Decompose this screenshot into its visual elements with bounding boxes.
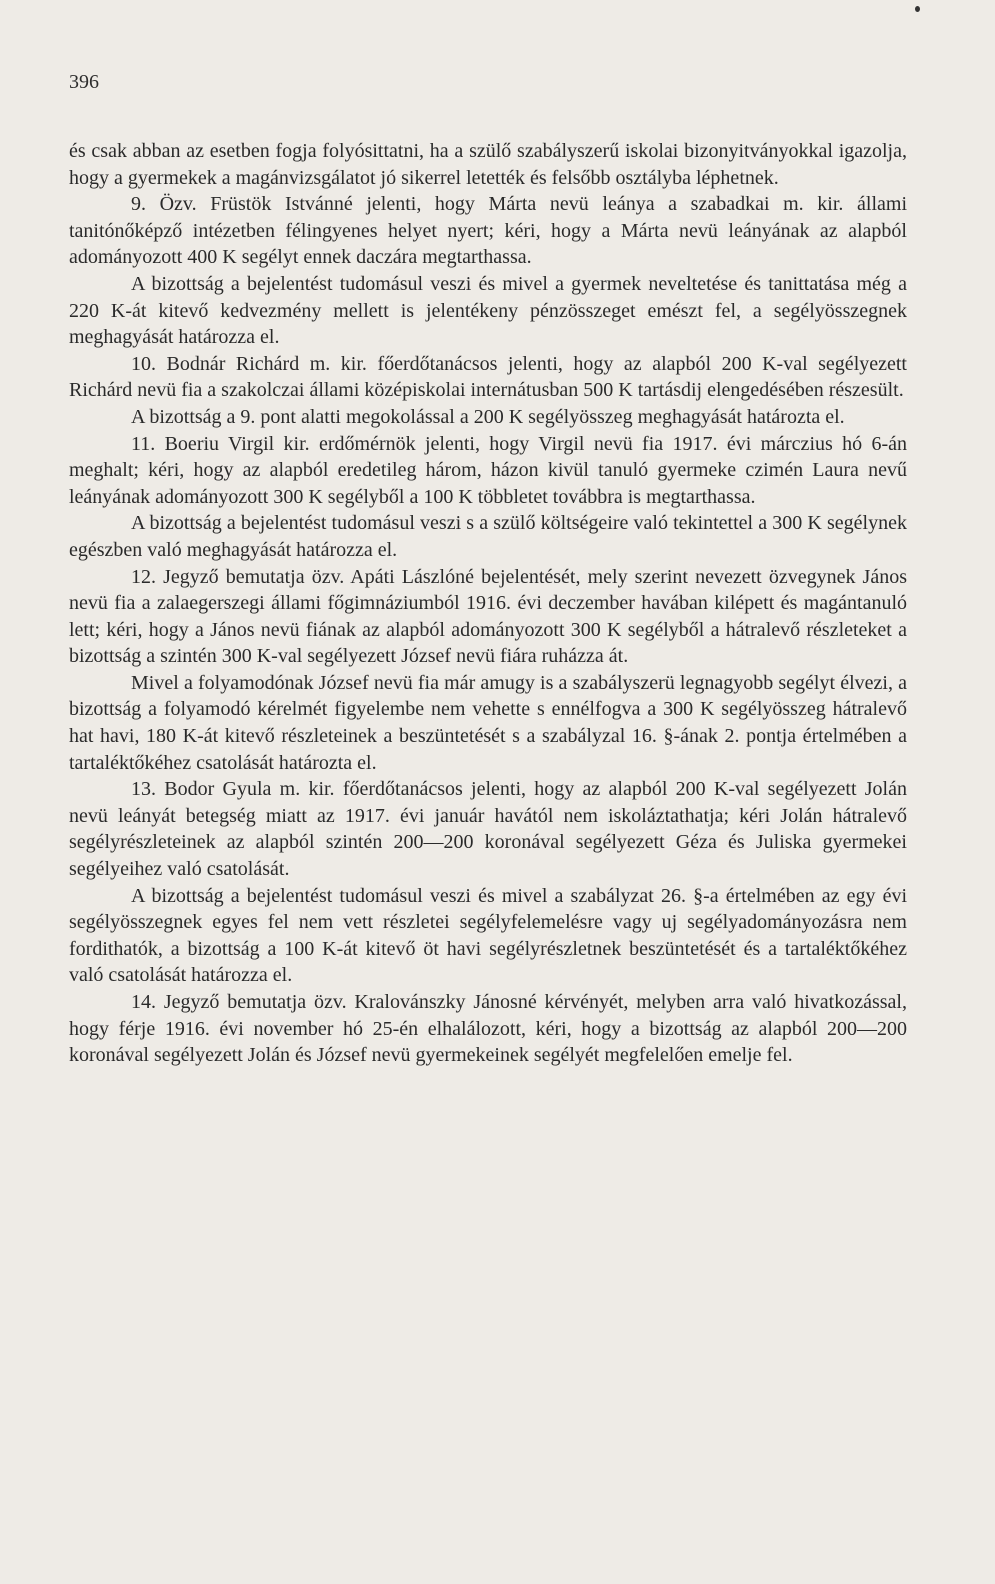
page-number: 396 [69, 71, 99, 93]
paragraph-decision-9: A bizottság a bejelentést tudomásul veszi és mivel a gyermek neveltetése és tanittatása még a 220 K-át kitevő kedvezmény mellett is jelentékeny pénzösszeget emészt fel, a segélyösszegnek meghagyását határozza el. [69, 272, 907, 349]
body-text [69, 138, 907, 1069]
paragraph-decision-12: Mivel a folyamodónak József nevü fia már amugy is a szabályszerü legnagyobb segélyt élvezi, a bizottság a folyamodó kérelmét figyelembe nem vehette s ennélfogva a 300 K segélyösszeg hátralevő hat havi, 180 K-át kitevő részleteinek a beszüntetését s a szabályzal 16. §-ának 2. pontja értelmében a tartaléktőkéhez csatolását határozta el. [69, 671, 907, 774]
paragraph-item-10: 10. Bodnár Richárd m. kir. főerdőtanácsos jelenti, hogy az alapból 200 K-val segélyezett Richárd nevü fia a szakolczai állami középiskolai internátusban 500 K tartásdij elengedésében részesült. [69, 352, 907, 402]
paragraph-item-9: 9. Özv. Früstök Istvánné jelenti, hogy Márta nevü leánya a szabadkai m. kir. állami tanitónőképző intézetben félingyenes helyet nyert; kéri, hogy a Márta nevü leányának az alapból adományozott 400 K segélyt ennek daczára megtarthassa. [69, 193, 907, 269]
paragraph-item-12: 12. Jegyző bemutatja özv. Apáti Lászlóné bejelentését, mely szerint nevezett özvegynek János nevü fia a zalaegerszegi állami főgimnáziumból 1916. évi deczember havában kilépett és magántanuló lett; kéri, hogy a János nevü fiának az alapból adományozott 300 K segélyből a hátralevő részleteket a bizottság a szintén 300 K-val segélyezett József nevü fiára ruházza át. [69, 565, 907, 668]
print-speck [915, 6, 920, 12]
paragraph-decision-11: A bizottság a bejelentést tudomásul veszi s a szülő költségeire való tekintettel a 300 K segélynek egészben való meghagyását határozza el. [69, 512, 907, 561]
paragraph-continuation: és csak abban az esetben fogja folyósittatni, ha a szülő szabályszerű iskolai bizonyitványokkal igazolja, hogy a gyermekek a magánvizsgálatot jó sikerrel letették és felsőbb osztályba léphetnek. [69, 140, 907, 189]
paragraph-item-11: 11. Boeriu Virgil kir. erdőmérnök jelenti, hogy Virgil nevü fia 1917. évi márczius hó 6-án meghalt; kéri, hogy az alapból eredetileg három, házon kivül tanuló gyermeke czimén Laura nevű leányának adományozott 300 K segélyből a 100 K többletet továbbra is megtarthassa. [69, 432, 907, 508]
paragraph-decision-13: A bizottság a bejelentést tudomásul veszi és mivel a szabályzat 26. §-a értelmében az egy évi segélyösszegnek egyes fel nem vett részletei segélyfelemelésre vagy uj segélyadományozásra nem fordithatók, a bizottság a 100 K-át kitevő öt havi segélyrészletnek beszüntetését és a tartaléktőkéhez való csatolását határozza el. [69, 884, 907, 987]
paragraph-item-13: 13. Bodor Gyula m. kir. főerdőtanácsos jelenti, hogy az alapból 200 K-val segélyezett Jolán nevü leányát betegség miatt az 1917. évi január havától nem iskoláztathatja; kéri Jolán hátralevő segélyrészleteinek az alapból szintén 200—200 koronával segélyezett Géza és Juliska gyermekei segélyeihez való csatolását. [69, 778, 907, 881]
paragraph-decision-10: A bizottság a 9. pont alatti megokolással a 200 K segélyösszeg meghagyását határozta el. [131, 405, 845, 428]
paragraph-item-14: 14. Jegyző bemutatja özv. Kralovánszky Jánosné kérvényét, melyben arra való hivatkozással, hogy férje 1916. évi november hó 25-én elhalálozott, kéri, hogy a bizottság az alapból 200—200 koronával segélyezett Jolán és József nevü gyermekeinek segélyét megfelelően emelje fel. [69, 991, 907, 1067]
